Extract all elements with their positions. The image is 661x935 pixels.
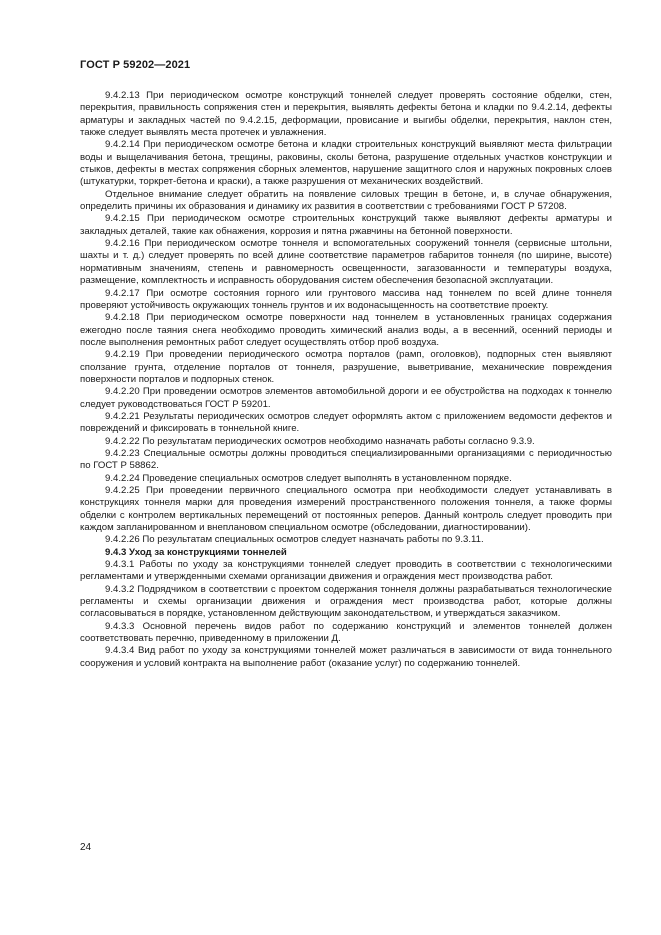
- paragraph-9-4-2-26: 9.4.2.26 По результатам специальных осмотров следует назначать работы по 9.3.11.: [105, 534, 484, 546]
- paragraph-9-4-3-4: 9.4.3.4 Вид работ по уходу за конструкциями тоннелей может различаться в зависимости от вида тоннельного сооружения и условий контракта на выполнение работ (оказание услуг) по содержанию тоннелей.: [80, 645, 612, 669]
- paragraph-9-4-2-25: 9.4.2.25 При проведении первичного специального осмотра при необходимости следует устанавливать в конструкциях тоннеля марки для проведения измерений пространственного положения тоннеля, а также формы обделки с контролем вертикальных перемещений от постоянных реперов. Данный контроль следует проводить при каждом запланированном и внеплановом специальном осмотре (обследовании, диагностировании).: [80, 485, 612, 534]
- paragraph-9-4-3-2: 9.4.3.2 Подрядчиком в соответствии с проектом содержания тоннеля должны разрабатываться технологические регламенты и схемы организации движения и ограждения мест производства работ, которые должны согласовываться в порядке, установленном действующим законодательством, и утверждаться заказчиком.: [80, 583, 612, 620]
- paragraph-9-4-2-14: 9.4.2.14 При периодическом осмотре бетона и кладки строительных конструкций выявляют места фильтрации воды и выщелачивания бетона, трещины, раковины, сколы бетона, разрушение отдельных участков конструкции и стыков, дефекты в местах сопряжения сборных элементов, нарушение защитного слоя и наружных покровных слоев (штукатурки, торкрет-бетона и краски), а также разрушения от механических воздействий.: [80, 139, 612, 188]
- paragraph-9-4-2-18: 9.4.2.18 При периодическом осмотре поверхности над тоннелем в установленных границах содержания ежегодно после таяния снега необходимо проводить химический анализ воды, а в весенний, осенний периоды и после выполнения ремонтных работ следует осуществлять отбор проб воздуха.: [80, 312, 612, 348]
- paragraph-9-4-2-20: 9.4.2.20 При проведении осмотров элементов автомобильной дороги и ее обустройства на подходах к тоннелю следует руководствоваться ГОСТ Р 59201.: [80, 386, 612, 410]
- document-header: ГОСТ Р 59202—2021: [80, 59, 191, 71]
- page-number: 24: [80, 842, 92, 853]
- paragraph-9-4-3-1: 9.4.3.1 Работы по уходу за конструкциями тоннелей следует проводить в соответствии с технологическими регламентами и утвержденными схемами организации движения и ограждения мест производства работ.: [80, 559, 612, 583]
- paragraph-9-4-2-17: 9.4.2.17 При осмотре состояния горного или грунтового массива над тоннелем по всей длине тоннеля проверяют устойчивость окружающих тоннель грунтов и их водонасыщенность на соответствие проекту.: [80, 287, 612, 311]
- paragraph-cracks-note: Отдельное внимание следует обратить на появление силовых трещин в бетоне, и, в случае обнаружения, определить причины их образования и динамику их развития в соответствии с требованиями ГОСТ Р 57208.: [80, 188, 612, 213]
- section-heading-9-4-3: 9.4.3 Уход за конструкциями тоннелей: [105, 546, 287, 558]
- paragraph-9-4-2-16: 9.4.2.16 При периодическом осмотре тоннеля и вспомогательных сооружений тоннеля (сервисные штольни, шахты и т. д.) следует проверять по всей длине соответствие параметров габаритов тоннеля (по ширине, высоте) нормативным значениям, степень и равномерность освещенности, загазованности и температуры воздуха, размещение, комплектность и исправность оборудования систем обеспечения безопасной эксплуатации.: [80, 238, 612, 287]
- paragraph-9-4-2-19: 9.4.2.19 При проведении периодического осмотра порталов (рамп, оголовков), подпорных стен выявляют сползание грунта, отделение порталов от тоннеля, разрушение, выветривание, механические повреждения поверхности порталов и подпорных стенок.: [80, 349, 612, 385]
- paragraph-9-4-2-21: 9.4.2.21 Результаты периодических осмотров следует оформлять актом с приложением ведомости дефектов и повреждений и фиксировать в тоннельной книге.: [80, 410, 612, 435]
- paragraph-9-4-3-3: 9.4.3.3 Основной перечень видов работ по содержанию конструкций и элементов тоннелей должен соответствовать перечню, приведенному в приложении Д.: [80, 620, 612, 645]
- paragraph-9-4-2-22: 9.4.2.22 По результатам периодических осмотров необходимо назначать работы согласно 9.3.9.: [105, 435, 535, 447]
- paragraph-9-4-2-24: 9.4.2.24 Проведение специальных осмотров следует выполнять в установленном порядке.: [105, 472, 512, 484]
- paragraph-9-4-2-13: 9.4.2.13 При периодическом осмотре конструкций тоннелей следует проверять состояние обделки, стен, перекрытия, правильность сопряжения стен и перекрытия, выявлять дефекты бетона и кладки по 9.4.2.14, дефекты арматуры и закладных частей по 9.4.2.15, деформации, провисание и выгибы обделки, перекрытия, наклон стен, также следует выявлять места протечек и увлажнения.: [80, 90, 612, 139]
- document-body: [80, 90, 612, 670]
- paragraph-9-4-2-15: 9.4.2.15 При периодическом осмотре строительных конструкций также выявляют дефекты арматуры и закладных деталей, такие как обнажения, коррозия и пятна ржавчины на бетонной поверхности.: [80, 213, 612, 237]
- paragraph-9-4-2-23: 9.4.2.23 Специальные осмотры должны проводиться специализированными организациями с периодичностью по ГОСТ Р 58862.: [80, 447, 612, 472]
